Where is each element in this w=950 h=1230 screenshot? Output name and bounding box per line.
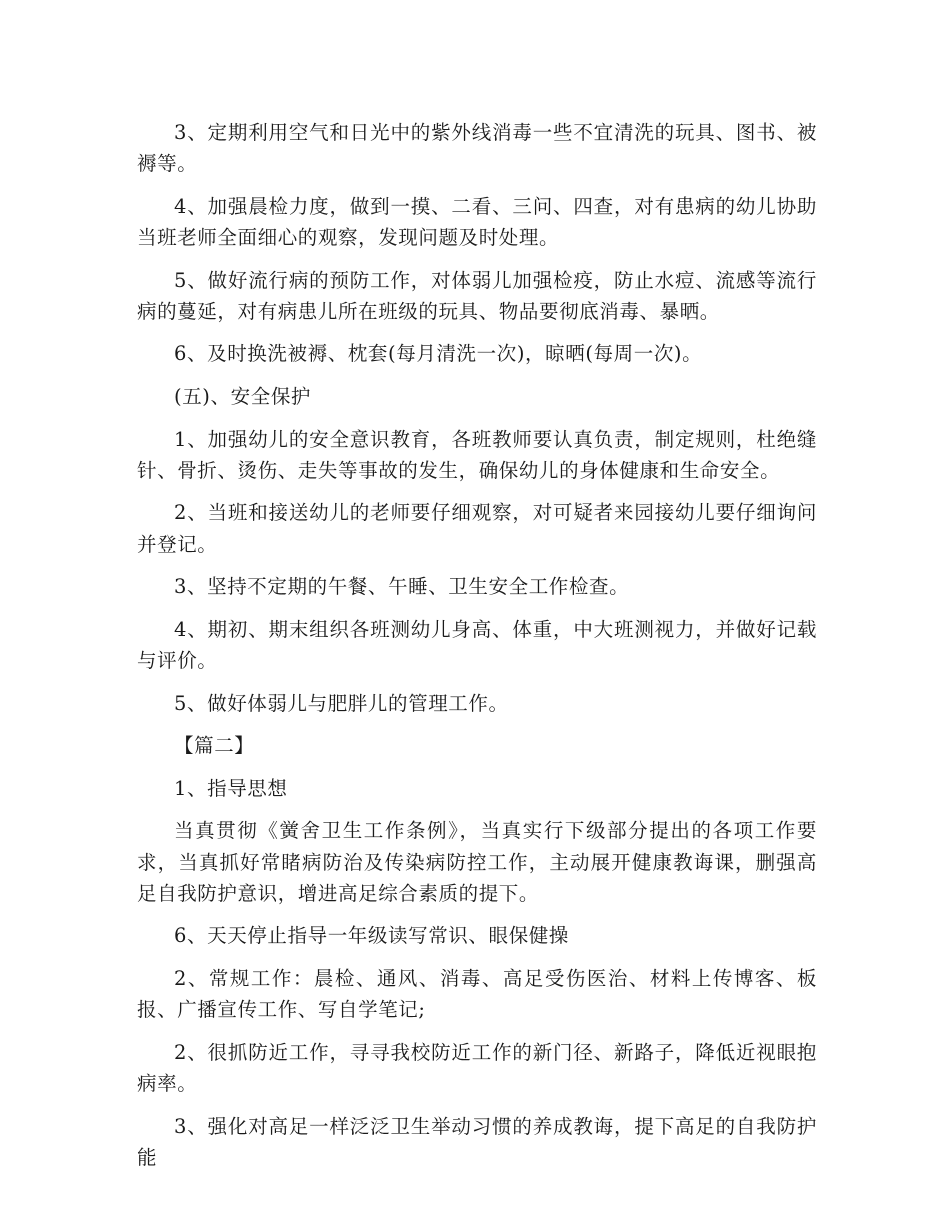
paragraph: 4、加强晨检力度，做到一摸、二看、三问、四查，对有患病的幼儿协助当班老师全面细心的观察，发现问题及时处理。: [137, 194, 817, 249]
paragraph: 3、定期利用空气和日光中的紫外线消毒一些不宜清洗的玩具、图书、被褥等。: [137, 121, 817, 176]
paragraph: 4、期初、期末组织各班测幼儿身高、体重，中大班测视力，并做好记载与评价。: [137, 617, 817, 672]
paragraph: 2、很抓防近工作，寻寻我校防近工作的新门径、新路子，降低近视眼抱病率。: [137, 1040, 817, 1095]
document-body: [137, 117, 817, 1184]
paragraph: 6、及时换洗被褥、枕套(每月清洗一次)，晾晒(每周一次)。: [174, 342, 703, 366]
section-heading: 【篇二】: [174, 734, 255, 758]
section-heading: 1、指导思想: [174, 776, 288, 800]
paragraph: 3、强化对高足一样泛泛卫生举动习惯的养成教诲，提下高足的自我防护能: [137, 1114, 817, 1169]
paragraph: 5、做好体弱儿与肥胖儿的管理工作。: [174, 691, 509, 715]
paragraph: 2、常规工作：晨检、通风、消毒、高足受伤医治、材料上传博客、板报、广播宣传工作、写自学笔记;: [137, 966, 817, 1022]
paragraph: 3、坚持不定期的午餐、午睡、卫生安全工作检查。: [174, 575, 630, 599]
paragraph: 2、当班和接送幼儿的老师要仔细观察，对可疑者来园接幼儿要仔细询问并登记。: [137, 501, 817, 556]
section-heading: (五)、安全保护: [174, 384, 312, 408]
paragraph: 6、天天停止指导一年级读写常识、眼保健操: [174, 924, 569, 948]
paragraph: 1、加强幼儿的安全意识教育，各班教师要认真负责，制定规则，杜绝缝针、骨折、烫伤、走失等事故的发生，确保幼儿的身体健康和生命安全。: [137, 427, 817, 482]
paragraph: 当真贯彻《黉舍卫生工作条例》，当真实行下级部分提出的各项工作要求，当真抓好常睹病防治及传染病防控工作，主动展开健康教诲课，删强高足自我防护意识，增进高足综合素质的提下。: [137, 819, 817, 905]
paragraph: 5、做好流行病的预防工作，对体弱儿加强检疫，防止水痘、流感等流行病的蔓延，对有病患儿所在班级的玩具、物品要彻底消毒、暴晒。: [137, 268, 817, 323]
